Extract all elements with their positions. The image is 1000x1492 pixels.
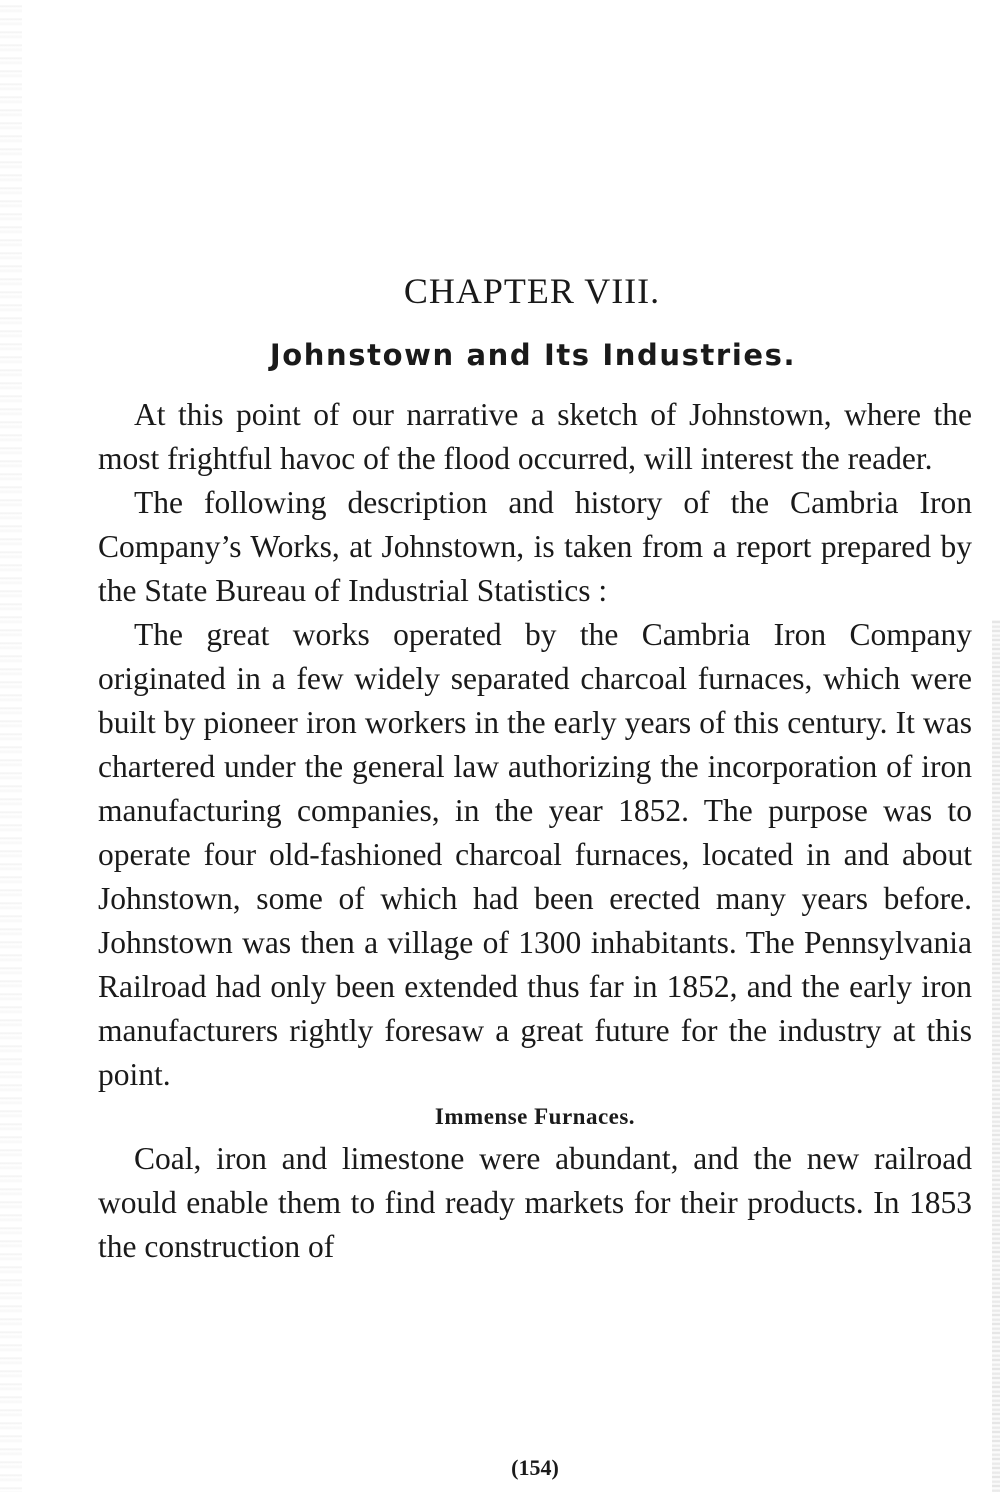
page-number: (154) (511, 1455, 559, 1480)
scan-edge-left (0, 0, 22, 1492)
paragraph-furnaces: Coal, iron and limestone were abundant, and the new railroad would enable them to find ready markets for their products. In 1853 the construction of (98, 1141, 972, 1264)
paragraph-source: The following description and history of the Cambria Iron Company’s Works, at Johnstown, is taken from a report prepared by the State Bureau of Industrial Statistics : (98, 485, 972, 608)
paragraph-intro: At this point of our narrative a sketch of Johnstown, where the most frightful havoc of the flood occurred, will interest the reader. (98, 397, 972, 476)
chapter-subtitle: Johnstown and Its Industries. (269, 338, 797, 372)
section-heading: Immense Furnaces. (434, 1104, 636, 1129)
scan-edge-right (992, 620, 1000, 1492)
body-text (98, 393, 972, 1269)
paragraph-history: The great works operated by the Cambria Iron Company originated in a few widely separated charcoal furnaces, which were built by pioneer iron workers in the early years of this century. It was chartered under the general law authorizing the incorporation of iron manufacturing companies, in the year 1852. The purpose was to operate four old-fashioned charcoal furnaces, located in and about Johnstown, some of which had been erected many years before. Johnstown was then a village of 1300 inhabitants. The Pennsylvania Railroad had only been extended thus far in 1852, and the early iron manufacturers rightly foresaw a great future for the industry at this point. (98, 617, 972, 1092)
chapter-title: CHAPTER VIII. (403, 271, 661, 311)
